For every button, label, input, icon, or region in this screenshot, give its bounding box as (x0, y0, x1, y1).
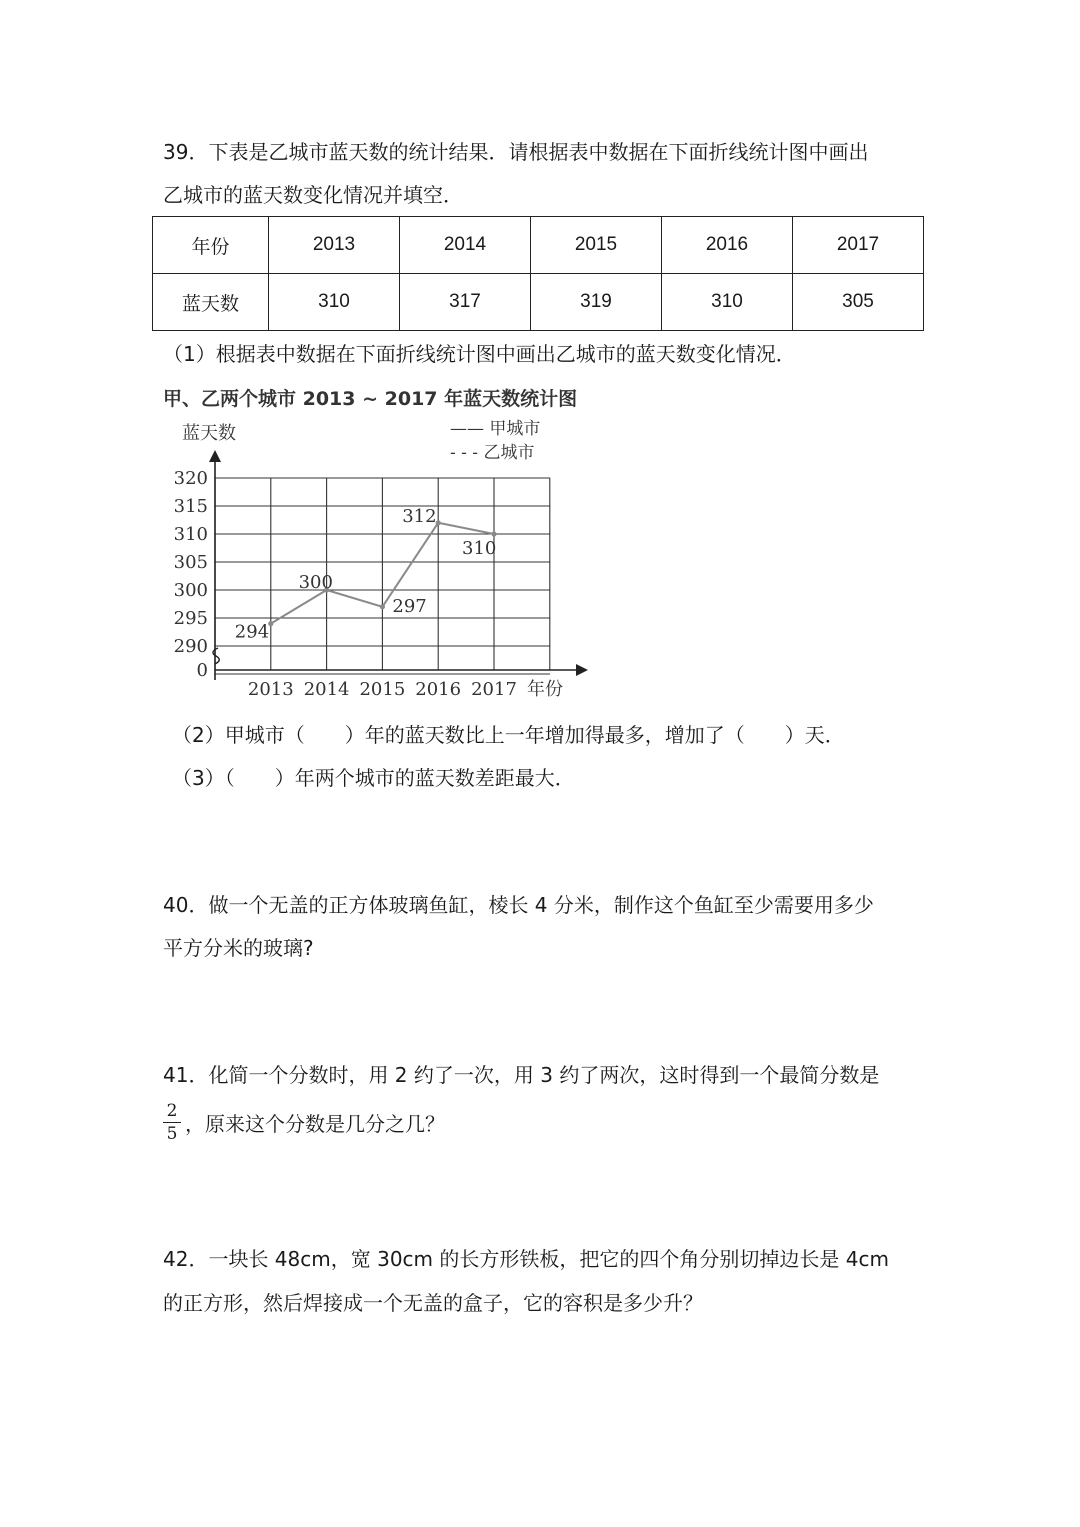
q39-line1: 39．下表是乙城市蓝天数的统计结果．请根据表中数据在下面折线统计图中画出 (163, 140, 869, 164)
x-tick-label: 2017 (471, 679, 517, 700)
data-label: 312 (402, 505, 437, 527)
table-year-cell: 2015 (531, 217, 662, 274)
fraction-numerator: 2 (166, 1101, 178, 1121)
q40-line2: 平方分米的玻璃? (163, 936, 314, 960)
legend-jia: —— 甲城市 (450, 419, 541, 439)
x-tick-labels (248, 679, 517, 700)
x-axis-label: 年份 (527, 679, 563, 700)
q40-line1: 40．做一个无盖的正方体玻璃鱼缸，棱长 4 分米，制作这个鱼缸至少需要用多少 (163, 893, 874, 917)
legend-yi: - - - 乙城市 (450, 443, 535, 463)
series-jia (235, 506, 497, 643)
q42-line2: 的正方形，然后焊接成一个无盖的盒子，它的容积是多少升？ (163, 1291, 703, 1315)
data-label: 297 (392, 595, 427, 617)
table-value-cell: 310 (662, 274, 793, 331)
fraction-bar (163, 1122, 181, 1123)
y-axis-arrow-icon (209, 450, 221, 462)
fraction-denominator: 5 (166, 1124, 178, 1144)
table-year-cell: 2017 (793, 217, 924, 274)
table-value-cell: 317 (400, 274, 531, 331)
y-tick-label: 290 (173, 636, 208, 657)
q42-line1: 42．一块长 48cm，宽 30cm 的长方形铁板，把它的四个角分别切掉边长是 4cm (163, 1247, 889, 1271)
q39-sub1: （1）根据表中数据在下面折线统计图中画出乙城市的蓝天数变化情况． (163, 342, 796, 366)
q39-sub2: （2）甲城市（ ）年的蓝天数比上一年增加得最多，增加了（ ）天． (172, 723, 845, 747)
table-year-cell: 2013 (269, 217, 400, 274)
data-label: 310 (462, 538, 497, 559)
table-year-cell: 2016 (662, 217, 793, 274)
table-value-cell: 319 (531, 274, 662, 331)
data-point (380, 604, 385, 609)
q41-line2: ，原来这个分数是几分之几？ (185, 1112, 445, 1136)
table-row (153, 274, 924, 331)
table-year-cell: 2014 (400, 217, 531, 274)
table-value-cell: 310 (269, 274, 400, 331)
table-header-days: 蓝天数 (153, 274, 269, 331)
x-tick-label: 2014 (303, 679, 350, 700)
y-tick-label: 310 (173, 524, 208, 545)
y-tick-label: 300 (173, 580, 208, 601)
y-tick-label: 315 (173, 496, 208, 517)
table-header-year: 年份 (153, 217, 269, 274)
y-tick-labels (174, 468, 208, 681)
data-label: 300 (298, 572, 333, 593)
x-tick-label: 2016 (415, 679, 462, 700)
axis-break-icon (213, 648, 219, 664)
chart-title: 甲、乙两个城市 2013 ~ 2017 年蓝天数统计图 (163, 388, 578, 410)
table-row (153, 217, 924, 274)
y-tick-label: 0 (196, 660, 208, 681)
blue-sky-table (152, 216, 924, 331)
x-tick-label: 2015 (359, 679, 406, 700)
data-label: 294 (234, 621, 270, 643)
x-tick-label: 2013 (247, 679, 294, 700)
x-axis-arrow-icon (576, 664, 588, 676)
table-value-cell: 305 (793, 274, 924, 331)
chart-grid (215, 478, 550, 674)
fraction-two-fifths (163, 1101, 181, 1144)
q41-line1: 41．化简一个分数时，用 2 约了一次，用 3 约了两次，这时得到一个最简分数是 (163, 1063, 880, 1087)
y-tick-label: 295 (173, 608, 208, 629)
y-tick-label: 305 (173, 552, 208, 573)
y-axis-label: 蓝天数 (182, 423, 236, 444)
q39-line2: 乙城市的蓝天数变化情况并填空． (163, 183, 463, 207)
data-point (491, 531, 496, 536)
q39-sub3: （3）（ ）年两个城市的蓝天数差距最大． (172, 766, 575, 790)
y-tick-label: 320 (173, 468, 208, 489)
line-chart (160, 412, 600, 704)
